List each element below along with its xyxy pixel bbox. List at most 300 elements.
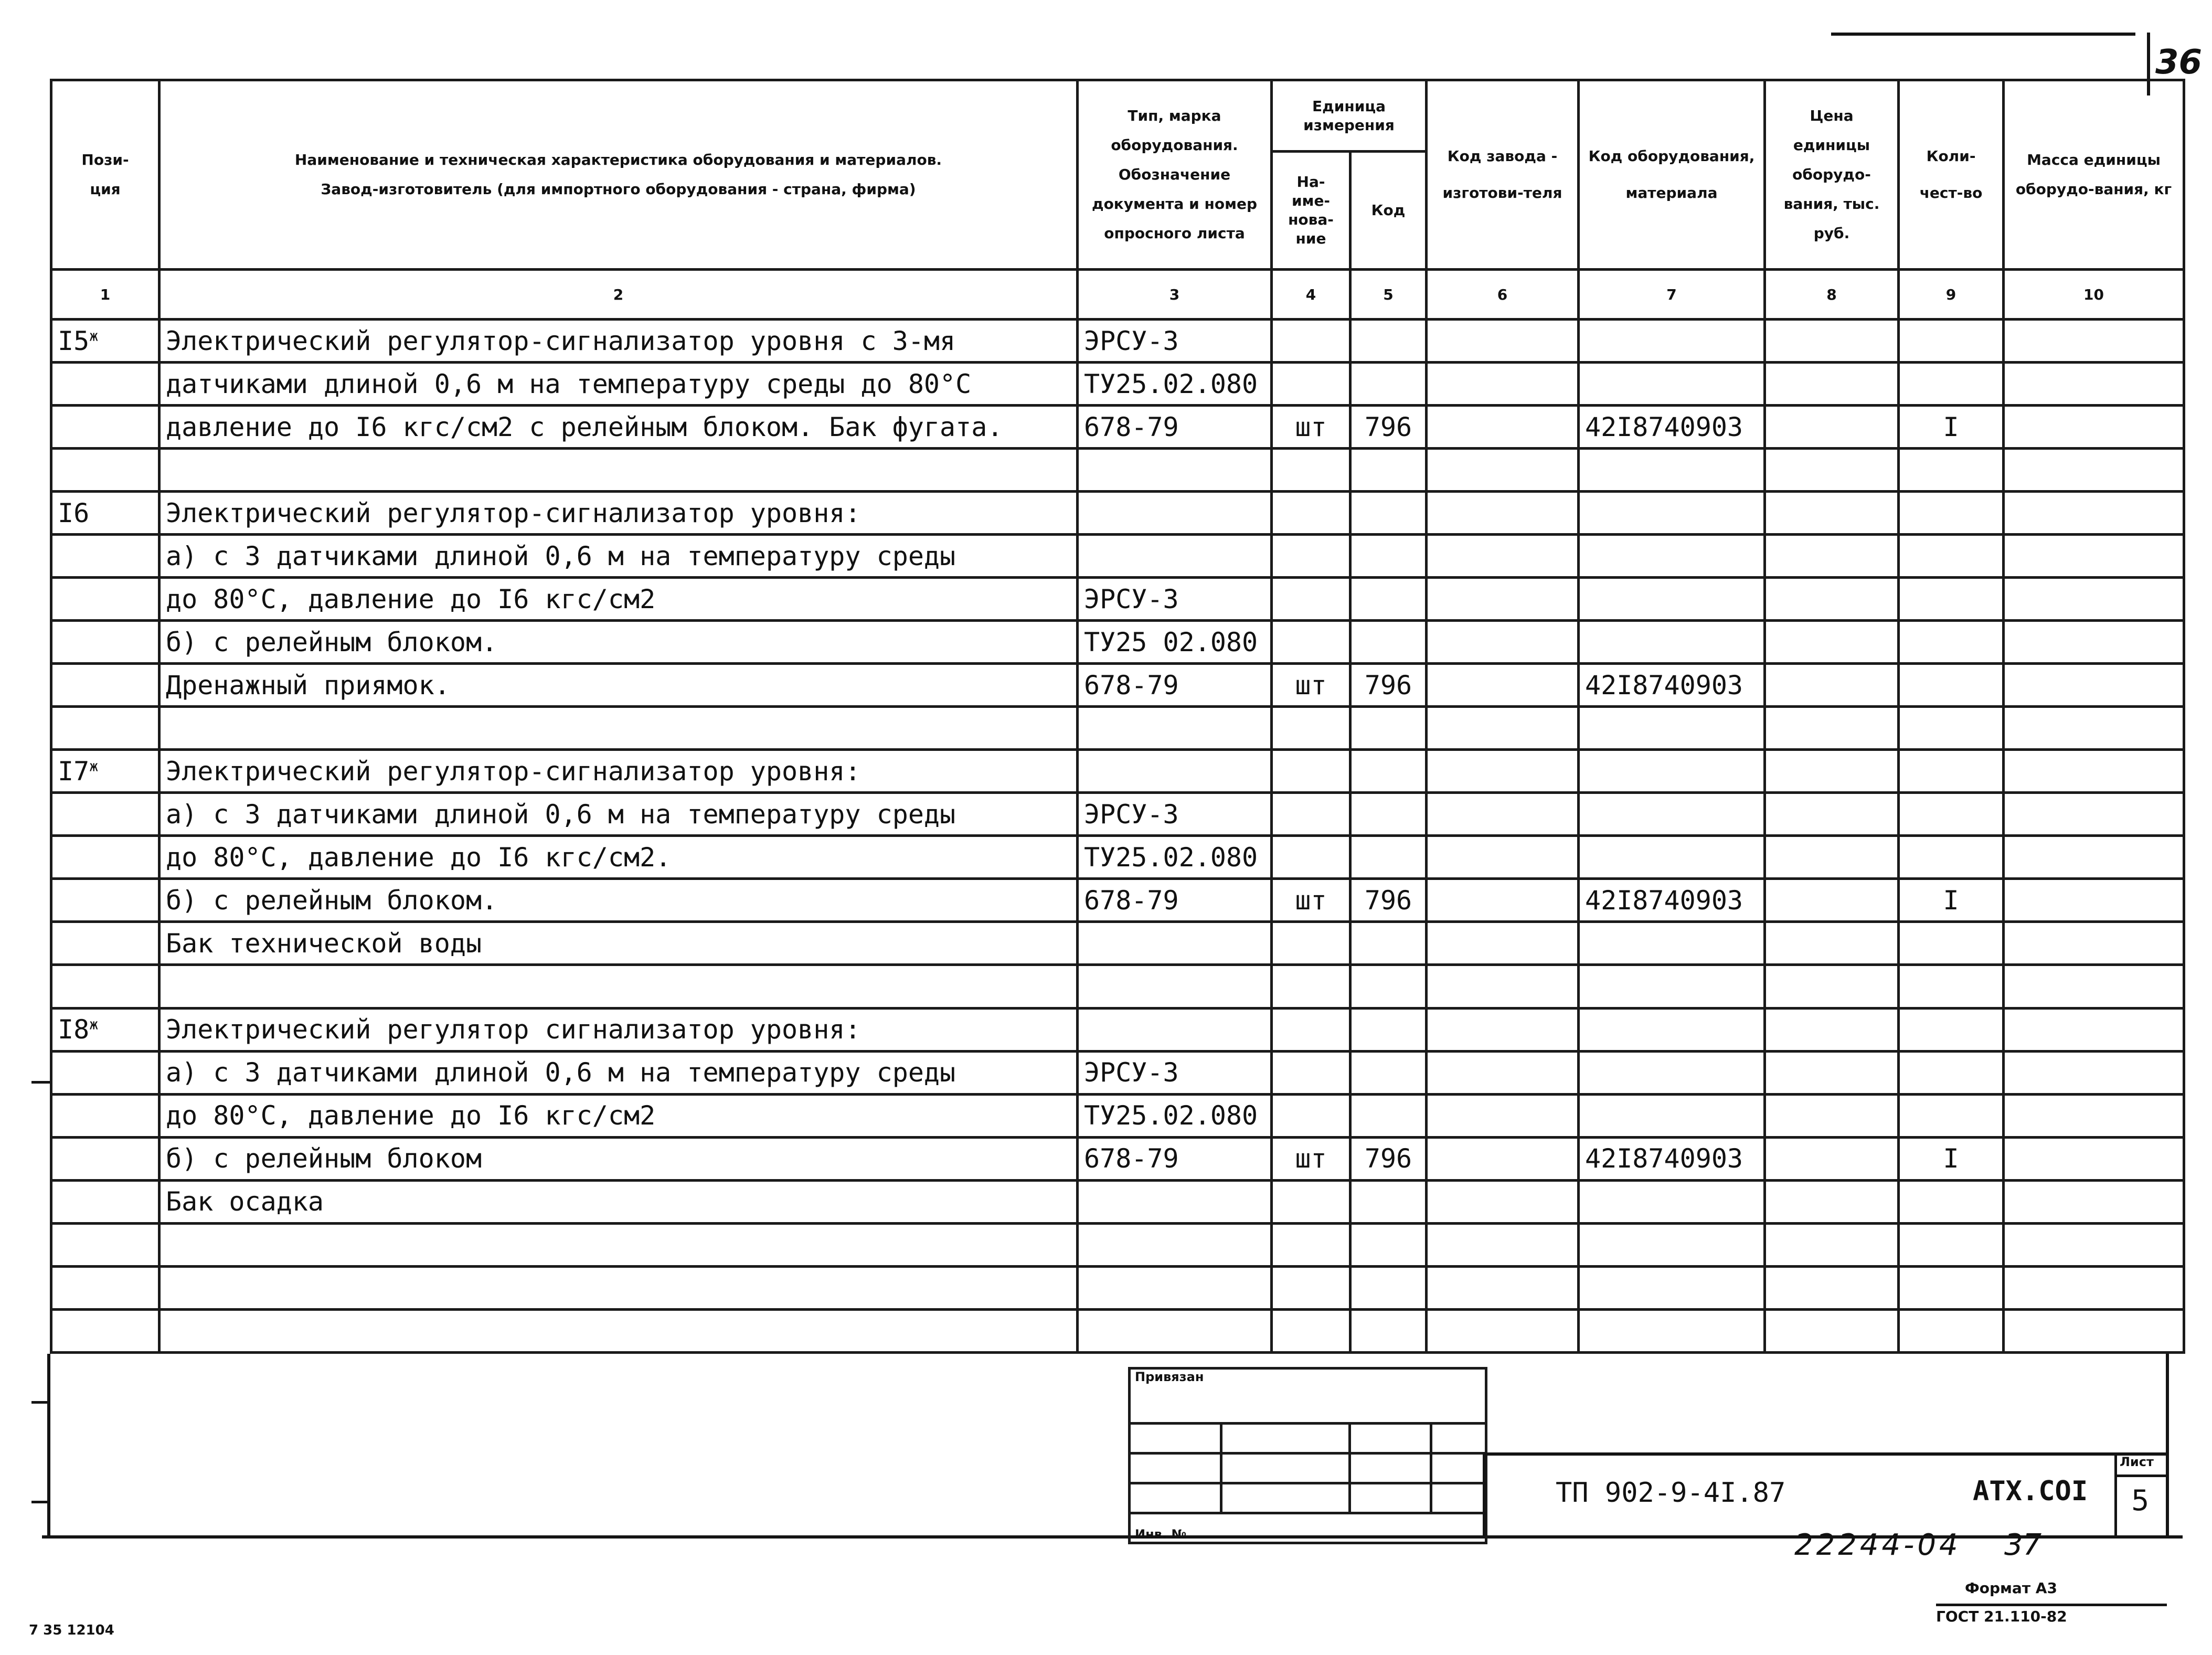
type-cell-text: ТУ25.02.080 [1084, 1100, 1258, 1131]
margin-tick [31, 1501, 50, 1503]
unit-code-cell [1350, 965, 1427, 1008]
item-name-cell-text: Электрический регулятор-сигнализатор уровня: [166, 497, 861, 528]
maker-code-cell [1427, 1223, 1579, 1266]
item-code-cell-text: 42I8740903 [1585, 1143, 1743, 1174]
unit-name-cell [1272, 793, 1350, 836]
type-cell-text: 678-79 [1084, 411, 1179, 442]
unit-name-cell-text: шт [1295, 670, 1327, 701]
position-cell [51, 492, 159, 535]
type-cell [1078, 664, 1272, 707]
mass-cell [2004, 449, 2184, 492]
maker-code-cell [1427, 578, 1579, 621]
type-cell [1078, 578, 1272, 621]
price-cell [1765, 320, 1899, 363]
quantity-cell [1899, 965, 2004, 1008]
column-number: 10 [2004, 270, 2184, 320]
unit-code-cell [1350, 879, 1427, 922]
type-cell [1078, 492, 1272, 535]
item-code-cell [1579, 1309, 1765, 1352]
unit-code-cell-text: 796 [1364, 885, 1412, 916]
maker-code-cell [1427, 406, 1579, 449]
item-code-cell [1579, 1223, 1765, 1266]
type-cell [1078, 1094, 1272, 1137]
item-name-cell [159, 965, 1078, 1008]
top-rule [1831, 33, 2135, 36]
position-cell [51, 535, 159, 578]
column-number: 7 [1579, 270, 1765, 320]
unit-name-cell [1272, 1309, 1350, 1352]
price-cell [1765, 1137, 1899, 1180]
type-cell [1078, 707, 1272, 750]
table-row [51, 750, 2184, 793]
item-name-cell-text: до 80°C, давление до I6 кгс/см2 [166, 584, 656, 614]
position-cell [51, 1137, 159, 1180]
table-row [51, 836, 2184, 879]
type-cell [1078, 750, 1272, 793]
table-row [51, 578, 2184, 621]
quantity-cell [1899, 363, 2004, 406]
table-row [51, 793, 2184, 836]
item-name-cell-text: Электрический регулятор-сигнализатор уровня с 3-мя [166, 325, 956, 356]
item-name-cell [159, 1309, 1078, 1352]
item-name-cell-text: б) с релейным блоком. [166, 885, 498, 916]
table-row [51, 1180, 2184, 1223]
unit-name-cell [1272, 363, 1350, 406]
maker-code-cell [1427, 1094, 1579, 1137]
type-cell [1078, 1180, 1272, 1223]
quantity-cell-text: I [1943, 411, 1959, 442]
unit-name-cell [1272, 535, 1350, 578]
price-cell [1765, 621, 1899, 664]
margin-tick [31, 1081, 50, 1084]
item-code-cell [1579, 406, 1765, 449]
item-code-cell [1579, 965, 1765, 1008]
quantity-cell [1899, 1137, 2004, 1180]
item-name-cell [159, 363, 1078, 406]
maker-code-cell [1427, 879, 1579, 922]
quantity-cell [1899, 1008, 2004, 1051]
unit-code-cell [1350, 535, 1427, 578]
item-code-cell [1579, 578, 1765, 621]
maker-code-cell [1427, 1309, 1579, 1352]
price-cell [1765, 492, 1899, 535]
position-mark: ж [89, 1015, 99, 1033]
item-code-cell [1579, 836, 1765, 879]
page-number: 36 [2155, 43, 2203, 82]
mass-cell [2004, 750, 2184, 793]
unit-code-cell [1350, 363, 1427, 406]
position-cell [51, 1223, 159, 1266]
quantity-cell [1899, 578, 2004, 621]
attached-label: Привязан [1130, 1368, 1486, 1424]
item-name-cell-text: а) с 3 датчиками длиной 0,6 м на температуру среды [166, 540, 956, 571]
quantity-cell [1899, 922, 2004, 965]
sheet-number: 5 [2131, 1484, 2150, 1517]
quantity-cell [1899, 1094, 2004, 1137]
item-name-cell-text: Бак технической воды [166, 928, 482, 959]
quantity-cell [1899, 707, 2004, 750]
column-number: 5 [1350, 270, 1427, 320]
price-cell [1765, 879, 1899, 922]
price-cell [1765, 1094, 1899, 1137]
item-name-cell-text: а) с 3 датчиками длиной 0,6 м на температуру среды [166, 1057, 956, 1088]
price-cell [1765, 449, 1899, 492]
item-name-cell-text: б) с релейным блоком [166, 1143, 482, 1174]
price-cell [1765, 363, 1899, 406]
column-number: 1 [51, 270, 159, 320]
unit-code-cell [1350, 320, 1427, 363]
unit-code-cell [1350, 1266, 1427, 1309]
quantity-cell [1899, 1180, 2004, 1223]
position-cell-text: I5 [58, 325, 90, 356]
table-row [51, 406, 2184, 449]
type-cell-text: 678-79 [1084, 670, 1179, 701]
unit-code-cell [1350, 1309, 1427, 1352]
unit-name-cell [1272, 621, 1350, 664]
mass-cell [2004, 535, 2184, 578]
quantity-cell [1899, 492, 2004, 535]
maker-code-cell [1427, 320, 1579, 363]
item-name-cell-text: Электрический регулятор-сигнализатор уровня: [166, 756, 861, 787]
item-name-cell-text: Бак осадка [166, 1186, 324, 1217]
item-code-cell-text: 42I8740903 [1585, 411, 1743, 442]
table-row [51, 1008, 2184, 1051]
quantity-cell [1899, 1223, 2004, 1266]
quantity-cell-text: I [1943, 885, 1959, 916]
item-name-cell [159, 1051, 1078, 1094]
item-name-cell [159, 922, 1078, 965]
item-name-cell [159, 492, 1078, 535]
maker-code-cell [1427, 1051, 1579, 1094]
table-row [51, 320, 2184, 363]
unit-name-cell [1272, 750, 1350, 793]
price-cell [1765, 922, 1899, 965]
column-number: 6 [1427, 270, 1579, 320]
unit-code-cell-text: 796 [1364, 411, 1412, 442]
unit-name-cell [1272, 1137, 1350, 1180]
unit-name-cell [1272, 836, 1350, 879]
table-row [51, 621, 2184, 664]
header-unit-group: Единица измерения [1272, 80, 1427, 152]
sheet-label: Лист [2120, 1455, 2154, 1469]
type-cell-text: ТУ25.02.080 [1084, 368, 1258, 399]
document-code: ТП 902-9-4I.87 [1556, 1477, 1786, 1509]
position-cell [51, 363, 159, 406]
item-name-cell [159, 750, 1078, 793]
unit-code-cell [1350, 793, 1427, 836]
mass-cell [2004, 836, 2184, 879]
table-row [51, 922, 2184, 965]
maker-code-cell [1427, 1008, 1579, 1051]
table-row [51, 1137, 2184, 1180]
right-frame-line [2166, 1354, 2169, 1537]
position-cell-text: I6 [58, 497, 90, 528]
mass-cell [2004, 1309, 2184, 1352]
position-cell [51, 1309, 159, 1352]
price-cell [1765, 1309, 1899, 1352]
price-cell [1765, 535, 1899, 578]
type-cell-text: ЭРСУ-3 [1084, 1057, 1179, 1088]
format-label: Формат А3 [1965, 1579, 2057, 1597]
position-cell [51, 793, 159, 836]
unit-name-cell [1272, 879, 1350, 922]
item-name-cell [159, 793, 1078, 836]
unit-name-cell [1272, 406, 1350, 449]
position-mark: ж [89, 757, 99, 775]
unit-name-cell [1272, 965, 1350, 1008]
mass-cell [2004, 363, 2184, 406]
unit-name-cell [1272, 1051, 1350, 1094]
item-name-cell [159, 707, 1078, 750]
position-cell [51, 578, 159, 621]
price-cell [1765, 1008, 1899, 1051]
maker-code-cell [1427, 449, 1579, 492]
type-cell-text: ЭРСУ-3 [1084, 799, 1179, 830]
mass-cell [2004, 707, 2184, 750]
item-name-cell [159, 664, 1078, 707]
item-code-cell [1579, 793, 1765, 836]
table-row [51, 1051, 2184, 1094]
position-cell [51, 879, 159, 922]
mass-cell [2004, 1137, 2184, 1180]
column-number: 4 [1272, 270, 1350, 320]
item-code-cell [1579, 707, 1765, 750]
position-cell [51, 1008, 159, 1051]
unit-name-cell [1272, 449, 1350, 492]
mass-cell [2004, 664, 2184, 707]
header-unit-name: На-име-нова-ние [1272, 152, 1350, 270]
type-cell-text: ЭРСУ-3 [1084, 325, 1179, 356]
type-cell [1078, 922, 1272, 965]
maker-code-cell [1427, 750, 1579, 793]
mass-cell [2004, 1266, 2184, 1309]
unit-code-cell [1350, 1094, 1427, 1137]
unit-code-cell [1350, 406, 1427, 449]
item-code-cell [1579, 664, 1765, 707]
footer-rule [1936, 1604, 2167, 1606]
specification-table [50, 79, 2185, 1354]
header-item-code: Код оборудования, материала [1579, 80, 1765, 270]
archive-number: 22244-04 [1794, 1528, 1961, 1562]
position-cell [51, 707, 159, 750]
unit-code-cell-text: 796 [1364, 1143, 1412, 1174]
item-code-cell [1579, 1180, 1765, 1223]
item-name-cell-text: датчиками длиной 0,6 м на температуру среды до 80°C [166, 368, 972, 399]
column-number: 2 [159, 270, 1078, 320]
maker-code-cell [1427, 492, 1579, 535]
header-name-line1: Наименование и техническая характеристика оборудования и материалов. [294, 151, 942, 168]
type-cell [1078, 1008, 1272, 1051]
maker-code-cell [1427, 707, 1579, 750]
table-row [51, 492, 2184, 535]
item-name-cell [159, 449, 1078, 492]
type-cell-text: 678-79 [1084, 1143, 1179, 1174]
section-code: АТХ.COI [1973, 1476, 2088, 1507]
quantity-cell [1899, 621, 2004, 664]
mass-cell [2004, 922, 2184, 965]
quantity-cell [1899, 1309, 2004, 1352]
table-row [51, 1266, 2184, 1309]
item-code-cell-text: 42I8740903 [1585, 670, 1743, 701]
header-maker-code: Код завода - изготови-теля [1427, 80, 1579, 270]
type-cell-text: ТУ25 02.080 [1084, 627, 1258, 657]
unit-name-cell-text: шт [1295, 1143, 1327, 1174]
item-name-cell [159, 578, 1078, 621]
unit-name-cell [1272, 922, 1350, 965]
mass-cell [2004, 578, 2184, 621]
title-block-top [1485, 1452, 2167, 1456]
item-name-cell [159, 621, 1078, 664]
item-name-cell-text: б) с релейным блоком. [166, 627, 498, 657]
position-cell [51, 406, 159, 449]
type-cell [1078, 535, 1272, 578]
position-cell [51, 621, 159, 664]
position-cell [51, 1094, 159, 1137]
item-name-cell [159, 1137, 1078, 1180]
item-name-cell-text: Электрический регулятор сигнализатор уровня: [166, 1014, 861, 1045]
position-cell [51, 449, 159, 492]
quantity-cell [1899, 320, 2004, 363]
table-row [51, 965, 2184, 1008]
mass-cell [2004, 406, 2184, 449]
gost-label: ГОСТ 21.110-82 [1936, 1608, 2067, 1625]
margin-tick [31, 1401, 50, 1404]
price-cell [1765, 664, 1899, 707]
table-row [51, 664, 2184, 707]
price-cell [1765, 1223, 1899, 1266]
item-name-cell [159, 879, 1078, 922]
unit-code-cell [1350, 664, 1427, 707]
item-code-cell [1579, 750, 1765, 793]
item-name-cell-text: давление до I6 кгс/см2 с релейным блоком. Бак фугата. [166, 411, 1003, 442]
item-code-cell [1579, 922, 1765, 965]
maker-code-cell [1427, 1180, 1579, 1223]
item-name-cell [159, 535, 1078, 578]
header-price: Цена единицы оборудо-вания, тыс. руб. [1765, 80, 1899, 270]
item-name-cell-text: до 80°C, давление до I6 кгс/см2 [166, 1100, 656, 1131]
header-quantity: Коли-чест-во [1899, 80, 2004, 270]
position-cell [51, 965, 159, 1008]
maker-code-cell [1427, 922, 1579, 965]
quantity-cell [1899, 793, 2004, 836]
type-cell [1078, 363, 1272, 406]
position-cell [51, 1051, 159, 1094]
type-cell [1078, 1223, 1272, 1266]
unit-name-cell [1272, 1223, 1350, 1266]
header-position: Пози- ция [51, 80, 159, 270]
type-cell [1078, 320, 1272, 363]
item-code-cell [1579, 1266, 1765, 1309]
unit-name-cell [1272, 1266, 1350, 1309]
archive-sheet: 37 [2004, 1528, 2042, 1562]
type-cell [1078, 965, 1272, 1008]
header-mass: Масса единицы оборудо-вания, кг [2004, 80, 2184, 270]
item-code-cell [1579, 535, 1765, 578]
item-name-cell [159, 1266, 1078, 1309]
item-name-cell-text: до 80°C, давление до I6 кгс/см2. [166, 842, 672, 873]
bottom-left-code: 7 35 12104 [29, 1622, 114, 1638]
item-code-cell-text: 42I8740903 [1585, 885, 1743, 916]
column-number: 8 [1765, 270, 1899, 320]
item-name-cell-text: Дренажный приямок. [166, 670, 450, 701]
approval-stamp [1128, 1367, 1487, 1544]
left-frame-line [47, 1354, 50, 1537]
item-name-cell-text: а) с 3 датчиками длиной 0,6 м на температуру среды [166, 799, 956, 830]
maker-code-cell [1427, 1137, 1579, 1180]
mass-cell [2004, 1223, 2184, 1266]
maker-code-cell [1427, 836, 1579, 879]
maker-code-cell [1427, 965, 1579, 1008]
type-cell [1078, 621, 1272, 664]
unit-code-cell [1350, 449, 1427, 492]
table-row [51, 1309, 2184, 1352]
header-type: Тип, марка оборудования. Обозначение документа и номер опросного листа [1078, 80, 1272, 270]
mass-cell [2004, 320, 2184, 363]
table-row [51, 449, 2184, 492]
header-unit-code: Код [1350, 152, 1427, 270]
item-name-cell [159, 320, 1078, 363]
table-row [51, 1223, 2184, 1266]
type-cell [1078, 793, 1272, 836]
unit-code-cell [1350, 1137, 1427, 1180]
item-code-cell [1579, 449, 1765, 492]
inv-label: Инв. № [1130, 1513, 1486, 1543]
position-cell [51, 836, 159, 879]
price-cell [1765, 965, 1899, 1008]
mass-cell [2004, 1051, 2184, 1094]
unit-name-cell [1272, 707, 1350, 750]
position-cell-text: I8 [58, 1014, 90, 1045]
mass-cell [2004, 965, 2184, 1008]
unit-name-cell [1272, 492, 1350, 535]
price-cell [1765, 707, 1899, 750]
item-name-cell [159, 836, 1078, 879]
quantity-cell [1899, 664, 2004, 707]
unit-code-cell-text: 796 [1364, 670, 1412, 701]
item-code-cell [1579, 492, 1765, 535]
unit-code-cell [1350, 836, 1427, 879]
item-name-cell [159, 406, 1078, 449]
header-name [159, 80, 1078, 270]
item-name-cell [159, 1094, 1078, 1137]
unit-name-cell [1272, 578, 1350, 621]
quantity-cell [1899, 406, 2004, 449]
unit-code-cell [1350, 1223, 1427, 1266]
table-row [51, 879, 2184, 922]
type-cell [1078, 406, 1272, 449]
unit-name-cell [1272, 1008, 1350, 1051]
type-cell [1078, 836, 1272, 879]
price-cell [1765, 1051, 1899, 1094]
sheet-cell-left [2114, 1452, 2117, 1536]
table-row [51, 363, 2184, 406]
unit-code-cell [1350, 621, 1427, 664]
unit-name-cell [1272, 1180, 1350, 1223]
unit-code-cell [1350, 922, 1427, 965]
column-number: 3 [1078, 270, 1272, 320]
quantity-cell [1899, 1051, 2004, 1094]
header-name-line2: Завод-изготовитель (для импортного оборудования - страна, фирма) [321, 181, 916, 198]
unit-code-cell [1350, 1051, 1427, 1094]
sheet-cell-divider [2114, 1474, 2167, 1477]
unit-name-cell [1272, 664, 1350, 707]
maker-code-cell [1427, 664, 1579, 707]
mass-cell [2004, 1180, 2184, 1223]
quantity-cell [1899, 750, 2004, 793]
price-cell [1765, 406, 1899, 449]
item-code-cell [1579, 1094, 1765, 1137]
mass-cell [2004, 492, 2184, 535]
